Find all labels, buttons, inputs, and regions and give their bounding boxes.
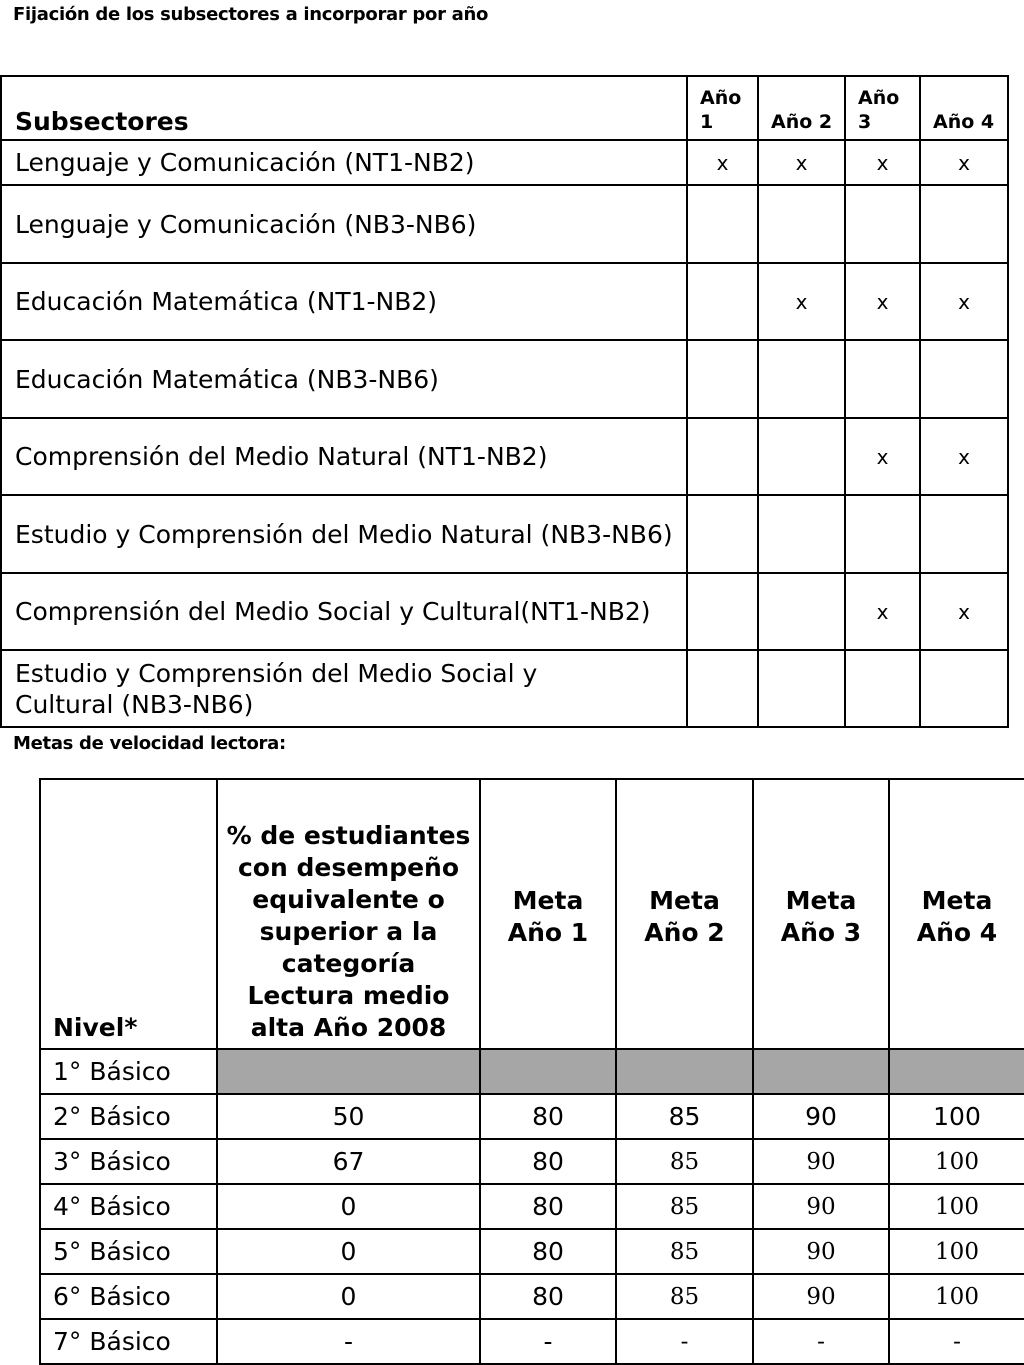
meta-cell xyxy=(889,1049,1024,1094)
table-row xyxy=(40,1274,1024,1319)
pct-header: % de estudiantes con desempeño equivalente o superior a la categoría Lectura medio alta Año 2008 xyxy=(217,779,480,1049)
year-mark xyxy=(920,340,1008,418)
year-mark xyxy=(687,573,758,650)
meta-cell xyxy=(616,1049,753,1094)
meta-cell: - xyxy=(480,1319,616,1364)
year-mark xyxy=(758,573,845,650)
pct-cell xyxy=(217,1049,480,1094)
goals-header-row xyxy=(40,779,1024,1049)
year-mark: x xyxy=(845,418,920,495)
year-mark: x xyxy=(687,140,758,185)
table-row xyxy=(1,650,1008,727)
nivel-cell: 7° Básico xyxy=(40,1319,217,1364)
nivel-cell: 6° Básico xyxy=(40,1274,217,1319)
year-mark xyxy=(920,495,1008,573)
meta-year-2-header: Meta Año 2 xyxy=(616,779,753,1049)
table-row xyxy=(1,140,1008,185)
year-mark xyxy=(845,650,920,727)
pct-cell: 50 xyxy=(217,1094,480,1139)
meta-cell: 85 xyxy=(616,1184,753,1229)
subsector-name: Lenguaje y Comunicación (NB3-NB6) xyxy=(1,185,687,263)
year-mark xyxy=(758,340,845,418)
year-2-header: Año 2 xyxy=(758,76,845,140)
year-mark xyxy=(758,418,845,495)
meta-cell: - xyxy=(616,1319,753,1364)
meta-cell: 85 xyxy=(616,1229,753,1274)
subsector-name: Comprensión del Medio Natural (NT1-NB2) xyxy=(1,418,687,495)
year-mark xyxy=(920,185,1008,263)
meta-cell: 90 xyxy=(753,1274,889,1319)
meta-cell: 80 xyxy=(480,1094,616,1139)
meta-cell: 85 xyxy=(616,1139,753,1184)
meta-cell: 100 xyxy=(889,1184,1024,1229)
meta-cell: 100 xyxy=(889,1139,1024,1184)
year-mark: x xyxy=(758,140,845,185)
subsector-name: Lenguaje y Comunicación (NT1-NB2) xyxy=(1,140,687,185)
year-mark xyxy=(845,185,920,263)
table-row xyxy=(40,1319,1024,1364)
year-mark xyxy=(687,263,758,340)
year-mark: x xyxy=(920,418,1008,495)
year-mark xyxy=(687,650,758,727)
pct-cell: 0 xyxy=(217,1274,480,1319)
reading-goals-table xyxy=(39,778,1024,1365)
meta-cell: 80 xyxy=(480,1229,616,1274)
meta-cell: 80 xyxy=(480,1184,616,1229)
subsector-name: Educación Matemática (NB3-NB6) xyxy=(1,340,687,418)
year-mark xyxy=(845,495,920,573)
meta-year-1-header: Meta Año 1 xyxy=(480,779,616,1049)
year-mark: x xyxy=(845,263,920,340)
nivel-header: Nivel* xyxy=(40,779,217,1049)
pct-cell: 0 xyxy=(217,1184,480,1229)
year-mark: x xyxy=(920,573,1008,650)
year-mark xyxy=(845,340,920,418)
meta-cell: 85 xyxy=(616,1274,753,1319)
meta-cell: - xyxy=(889,1319,1024,1364)
subsector-name: Educación Matemática (NT1-NB2) xyxy=(1,263,687,340)
meta-cell: 80 xyxy=(480,1274,616,1319)
year-mark xyxy=(687,495,758,573)
meta-cell: - xyxy=(753,1319,889,1364)
year-mark: x xyxy=(845,140,920,185)
nivel-cell: 3° Básico xyxy=(40,1139,217,1184)
table-row xyxy=(40,1229,1024,1274)
meta-cell: 80 xyxy=(480,1139,616,1184)
year-1-header: Año 1 xyxy=(687,76,758,140)
year-mark: x xyxy=(758,263,845,340)
year-mark xyxy=(758,495,845,573)
year-mark xyxy=(920,650,1008,727)
pct-cell: 67 xyxy=(217,1139,480,1184)
nivel-cell: 2° Básico xyxy=(40,1094,217,1139)
nivel-cell: 5° Básico xyxy=(40,1229,217,1274)
year-mark xyxy=(687,185,758,263)
table-row xyxy=(40,1049,1024,1094)
subsector-name: Comprensión del Medio Social y Cultural(NT1-NB2) xyxy=(1,573,687,650)
meta-year-4-header: Meta Año 4 xyxy=(889,779,1024,1049)
pct-cell: 0 xyxy=(217,1229,480,1274)
meta-cell: 90 xyxy=(753,1184,889,1229)
table-row xyxy=(1,263,1008,340)
subsector-name: Estudio y Comprensión del Medio Social y Cultural (NB3-NB6) xyxy=(1,650,687,727)
year-mark xyxy=(687,340,758,418)
meta-cell: 90 xyxy=(753,1094,889,1139)
table-row xyxy=(40,1094,1024,1139)
table-row xyxy=(1,418,1008,495)
year-mark: x xyxy=(920,263,1008,340)
subsector-name: Estudio y Comprensión del Medio Natural (NB3-NB6) xyxy=(1,495,687,573)
meta-cell: 100 xyxy=(889,1274,1024,1319)
meta-cell: 100 xyxy=(889,1229,1024,1274)
table-row xyxy=(40,1184,1024,1229)
year-mark xyxy=(758,185,845,263)
meta-cell xyxy=(753,1049,889,1094)
meta-cell: 85 xyxy=(616,1094,753,1139)
table-row xyxy=(1,495,1008,573)
year-4-header: Año 4 xyxy=(920,76,1008,140)
meta-cell: 90 xyxy=(753,1229,889,1274)
subsectors-table xyxy=(0,75,1009,728)
meta-cell: 100 xyxy=(889,1094,1024,1139)
meta-year-3-header: Meta Año 3 xyxy=(753,779,889,1049)
table-row xyxy=(1,573,1008,650)
nivel-cell: 4° Básico xyxy=(40,1184,217,1229)
subsectors-header-row xyxy=(1,76,1008,140)
year-mark: x xyxy=(845,573,920,650)
year-mark xyxy=(687,418,758,495)
year-3-header: Año 3 xyxy=(845,76,920,140)
year-mark xyxy=(758,650,845,727)
table-row xyxy=(40,1139,1024,1184)
table-row xyxy=(1,185,1008,263)
pct-cell: - xyxy=(217,1319,480,1364)
nivel-cell: 1° Básico xyxy=(40,1049,217,1094)
meta-cell: 90 xyxy=(753,1139,889,1184)
reading-speed-heading: Metas de velocidad lectora: xyxy=(13,733,286,754)
meta-cell xyxy=(480,1049,616,1094)
year-mark: x xyxy=(920,140,1008,185)
subsectors-heading: Fijación de los subsectores a incorporar por año xyxy=(13,4,489,25)
table-row xyxy=(1,340,1008,418)
subsectores-header: Subsectores xyxy=(1,76,687,140)
